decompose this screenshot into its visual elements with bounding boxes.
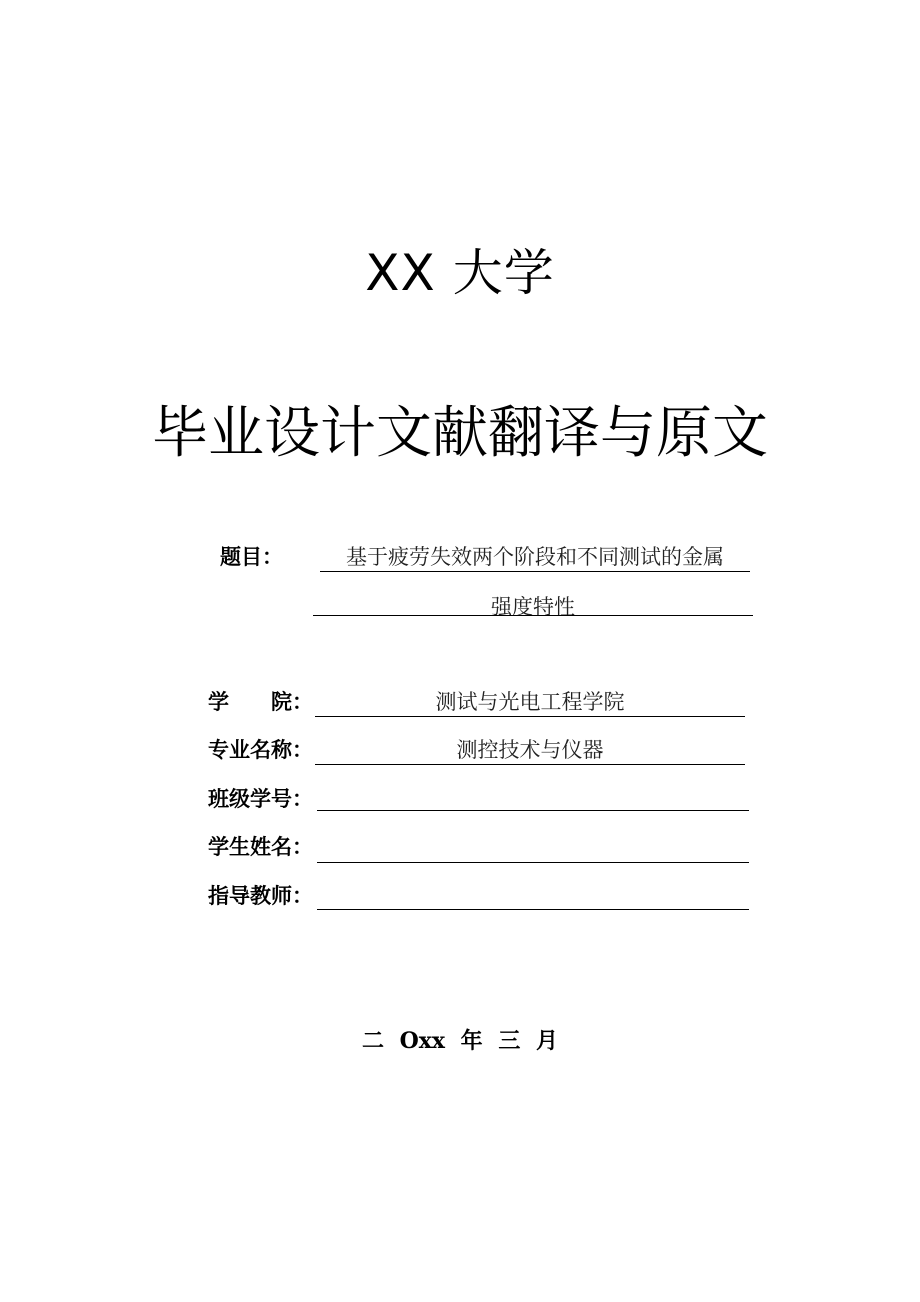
submission-date: 二 Oxx 年 三 月 — [361, 1028, 559, 1054]
advisor-label: 指导教师： — [208, 884, 313, 908]
topic-underline-2 — [313, 615, 753, 616]
topic-line-2: 强度特性 — [491, 595, 575, 619]
major-underline — [315, 764, 745, 765]
college-underline — [315, 716, 745, 717]
class-id-label: 班级学号： — [208, 787, 313, 811]
university-name: XX 大学 — [365, 244, 555, 302]
topic-label: 题目： — [220, 545, 283, 569]
major-value: 测控技术与仪器 — [456, 738, 604, 762]
topic-line-1: 基于疲劳失效两个阶段和不同测试的金属 — [346, 545, 724, 569]
document-title: 毕业设计文献翻译与原文 — [152, 401, 768, 466]
student-name-label: 学生姓名： — [208, 835, 313, 859]
student-name-underline — [317, 862, 749, 863]
advisor-underline — [317, 909, 749, 910]
topic-underline-1 — [320, 571, 750, 572]
college-value: 测试与光电工程学院 — [435, 690, 625, 714]
class-id-underline — [317, 810, 749, 811]
major-label: 专业名称： — [208, 738, 313, 762]
college-label: 学 院： — [208, 690, 313, 714]
